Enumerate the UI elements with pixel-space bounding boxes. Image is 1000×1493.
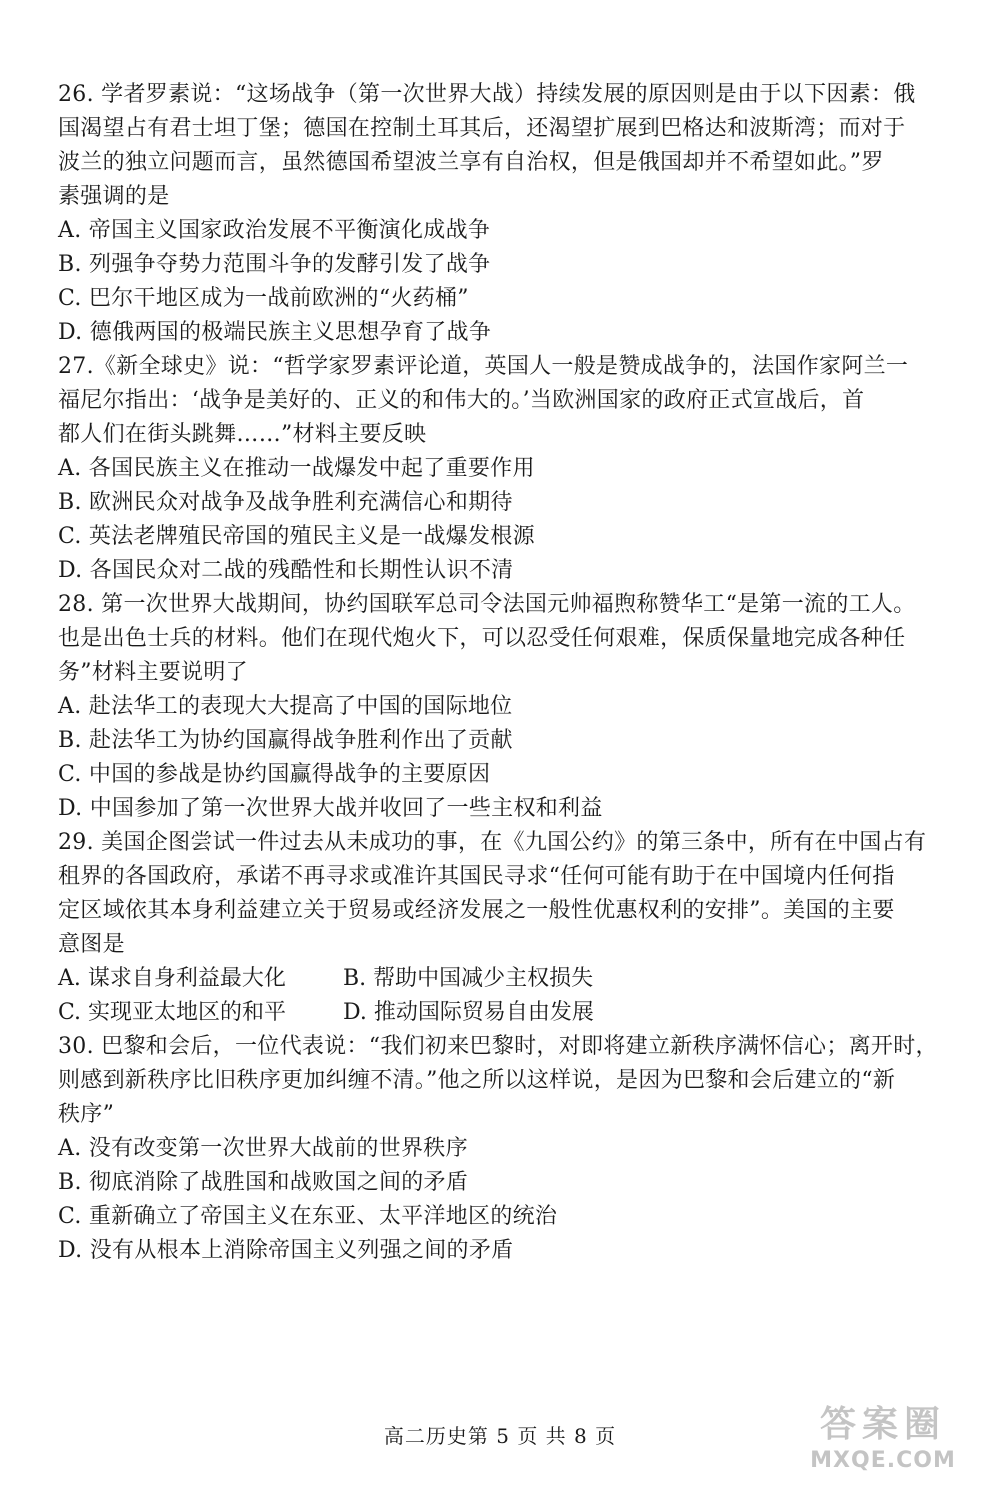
- question-28-line-3: 务”材料主要说明了: [58, 660, 248, 685]
- question-29-line-2: 租界的各国政府，承诺不再寻求或准许其国民寻求“任何可能有助于在中国境内任何指: [58, 864, 895, 889]
- question-30-line-2: 则感到新秩序比旧秩序更加纠缠不清。”他之所以这样说，是因为巴黎和会后建立的“新: [58, 1068, 896, 1093]
- question-26-option-c: C. 巴尔干地区成为一战前欧洲的“火药桶”: [58, 286, 469, 311]
- question-29-option-b: B. 帮助中国减少主权损失: [343, 966, 594, 991]
- question-28-line-1: 28. 第一次世界大战期间，协约国联军总司令法国元帅福煦称赞华工“是第一流的工人。: [58, 592, 916, 617]
- question-29-option-a: A. 谋求自身利益最大化: [58, 966, 286, 991]
- question-28-option-b: B. 赴法华工为协约国赢得战争胜利作出了贡献: [58, 728, 513, 753]
- question-28-line-2: 也是出色士兵的材料。他们在现代炮火下，可以忍受任何艰难，保质保量地完成各种任: [58, 626, 906, 651]
- watermark-logo: [788, 1403, 978, 1485]
- question-29-option-row-1: [58, 962, 938, 996]
- question-26-option-d: D. 德俄两国的极端民族主义思想孕育了战争: [58, 320, 492, 345]
- question-26-option-a: A. 帝国主义国家政治发展不平衡演化成战争: [58, 218, 491, 243]
- question-27-option-d: D. 各国民众对二战的残酷性和长期性认识不清: [58, 558, 514, 583]
- question-26-option-b: B. 列强争夺势力范围斗争的发酵引发了战争: [58, 252, 491, 277]
- question-29-option-c: C. 实现亚太地区的和平: [58, 1000, 287, 1025]
- question-29: [58, 826, 938, 1030]
- question-26-line-4: 素强调的是: [58, 184, 170, 209]
- question-28-option-c: C. 中国的参战是协约国赢得战争的主要原因: [58, 762, 491, 787]
- page-footer: 高二历史第 5 页 共 8 页: [383, 1424, 617, 1448]
- question-28: [58, 588, 938, 826]
- question-29-option-d: D. 推动国际贸易自由发展: [343, 1000, 594, 1025]
- question-29-line-4: 意图是: [58, 932, 125, 957]
- question-30-option-d: D. 没有从根本上消除帝国主义列强之间的矛盾: [58, 1238, 514, 1263]
- question-27-option-a: A. 各国民族主义在推动一战爆发中起了重要作用: [58, 456, 535, 481]
- watermark-top-text: 答案圈: [819, 1404, 946, 1445]
- question-27-option-b: B. 欧洲民众对战争及战争胜利充满信心和期待: [58, 490, 513, 515]
- question-29-option-row-2: [58, 996, 938, 1030]
- question-30-line-3: 秩序”: [58, 1102, 115, 1127]
- watermark-bottom-text: MXQE.COM: [810, 1448, 956, 1473]
- question-28-option-a: A. 赴法华工的表现大大提高了中国的国际地位: [58, 694, 513, 719]
- question-26-line-1: 26. 学者罗素说：“这场战争（第一次世界大战）持续发展的原因则是由于以下因素：俄: [58, 82, 916, 107]
- question-30-option-a: A. 没有改变第一次世界大战前的世界秩序: [58, 1136, 468, 1161]
- question-26-line-2: 国渴望占有君士坦丁堡；德国在控制土耳其后，还渴望扩展到巴格达和波斯湾；而对于: [58, 116, 906, 141]
- question-26-line-3: 波兰的独立问题而言，虽然德国希望波兰享有自治权，但是俄国却并不希望如此。”罗: [58, 150, 884, 175]
- question-29-line-1: 29. 美国企图尝试一件过去从未成功的事，在《九国公约》的第三条中，所有在中国占有: [58, 830, 927, 855]
- question-30-option-c: C. 重新确立了帝国主义在东亚、太平洋地区的统治: [58, 1204, 558, 1229]
- question-27-line-1: 27.《新全球史》说：“哲学家罗素评论道，英国人一般是赞成战争的，法国作家阿兰一: [58, 354, 909, 379]
- question-27-line-2: 福尼尔指出：‘战争是美好的、正义的和伟大的。’当欧洲国家的政府正式宣战后，首: [58, 388, 865, 413]
- question-29-line-3: 定区域依其本身利益建立关于贸易或经济发展之一般性优惠权利的安排”。美国的主要: [58, 898, 895, 923]
- question-27-option-c: C. 英法老牌殖民帝国的殖民主义是一战爆发根源: [58, 524, 535, 549]
- question-30-option-b: B. 彻底消除了战胜国和战败国之间的矛盾: [58, 1170, 469, 1195]
- question-30-line-1: 30. 巴黎和会后，一位代表说：“我们初来巴黎时，对即将建立新秩序满怀信心；离开时，: [58, 1034, 938, 1059]
- question-27-line-3: 都人们在街头跳舞……”材料主要反映: [58, 422, 427, 447]
- question-27: [58, 350, 938, 588]
- question-26: [58, 78, 938, 350]
- question-30: [58, 1030, 938, 1268]
- question-28-option-d: D. 中国参加了第一次世界大战并收回了一些主权和利益: [58, 796, 603, 821]
